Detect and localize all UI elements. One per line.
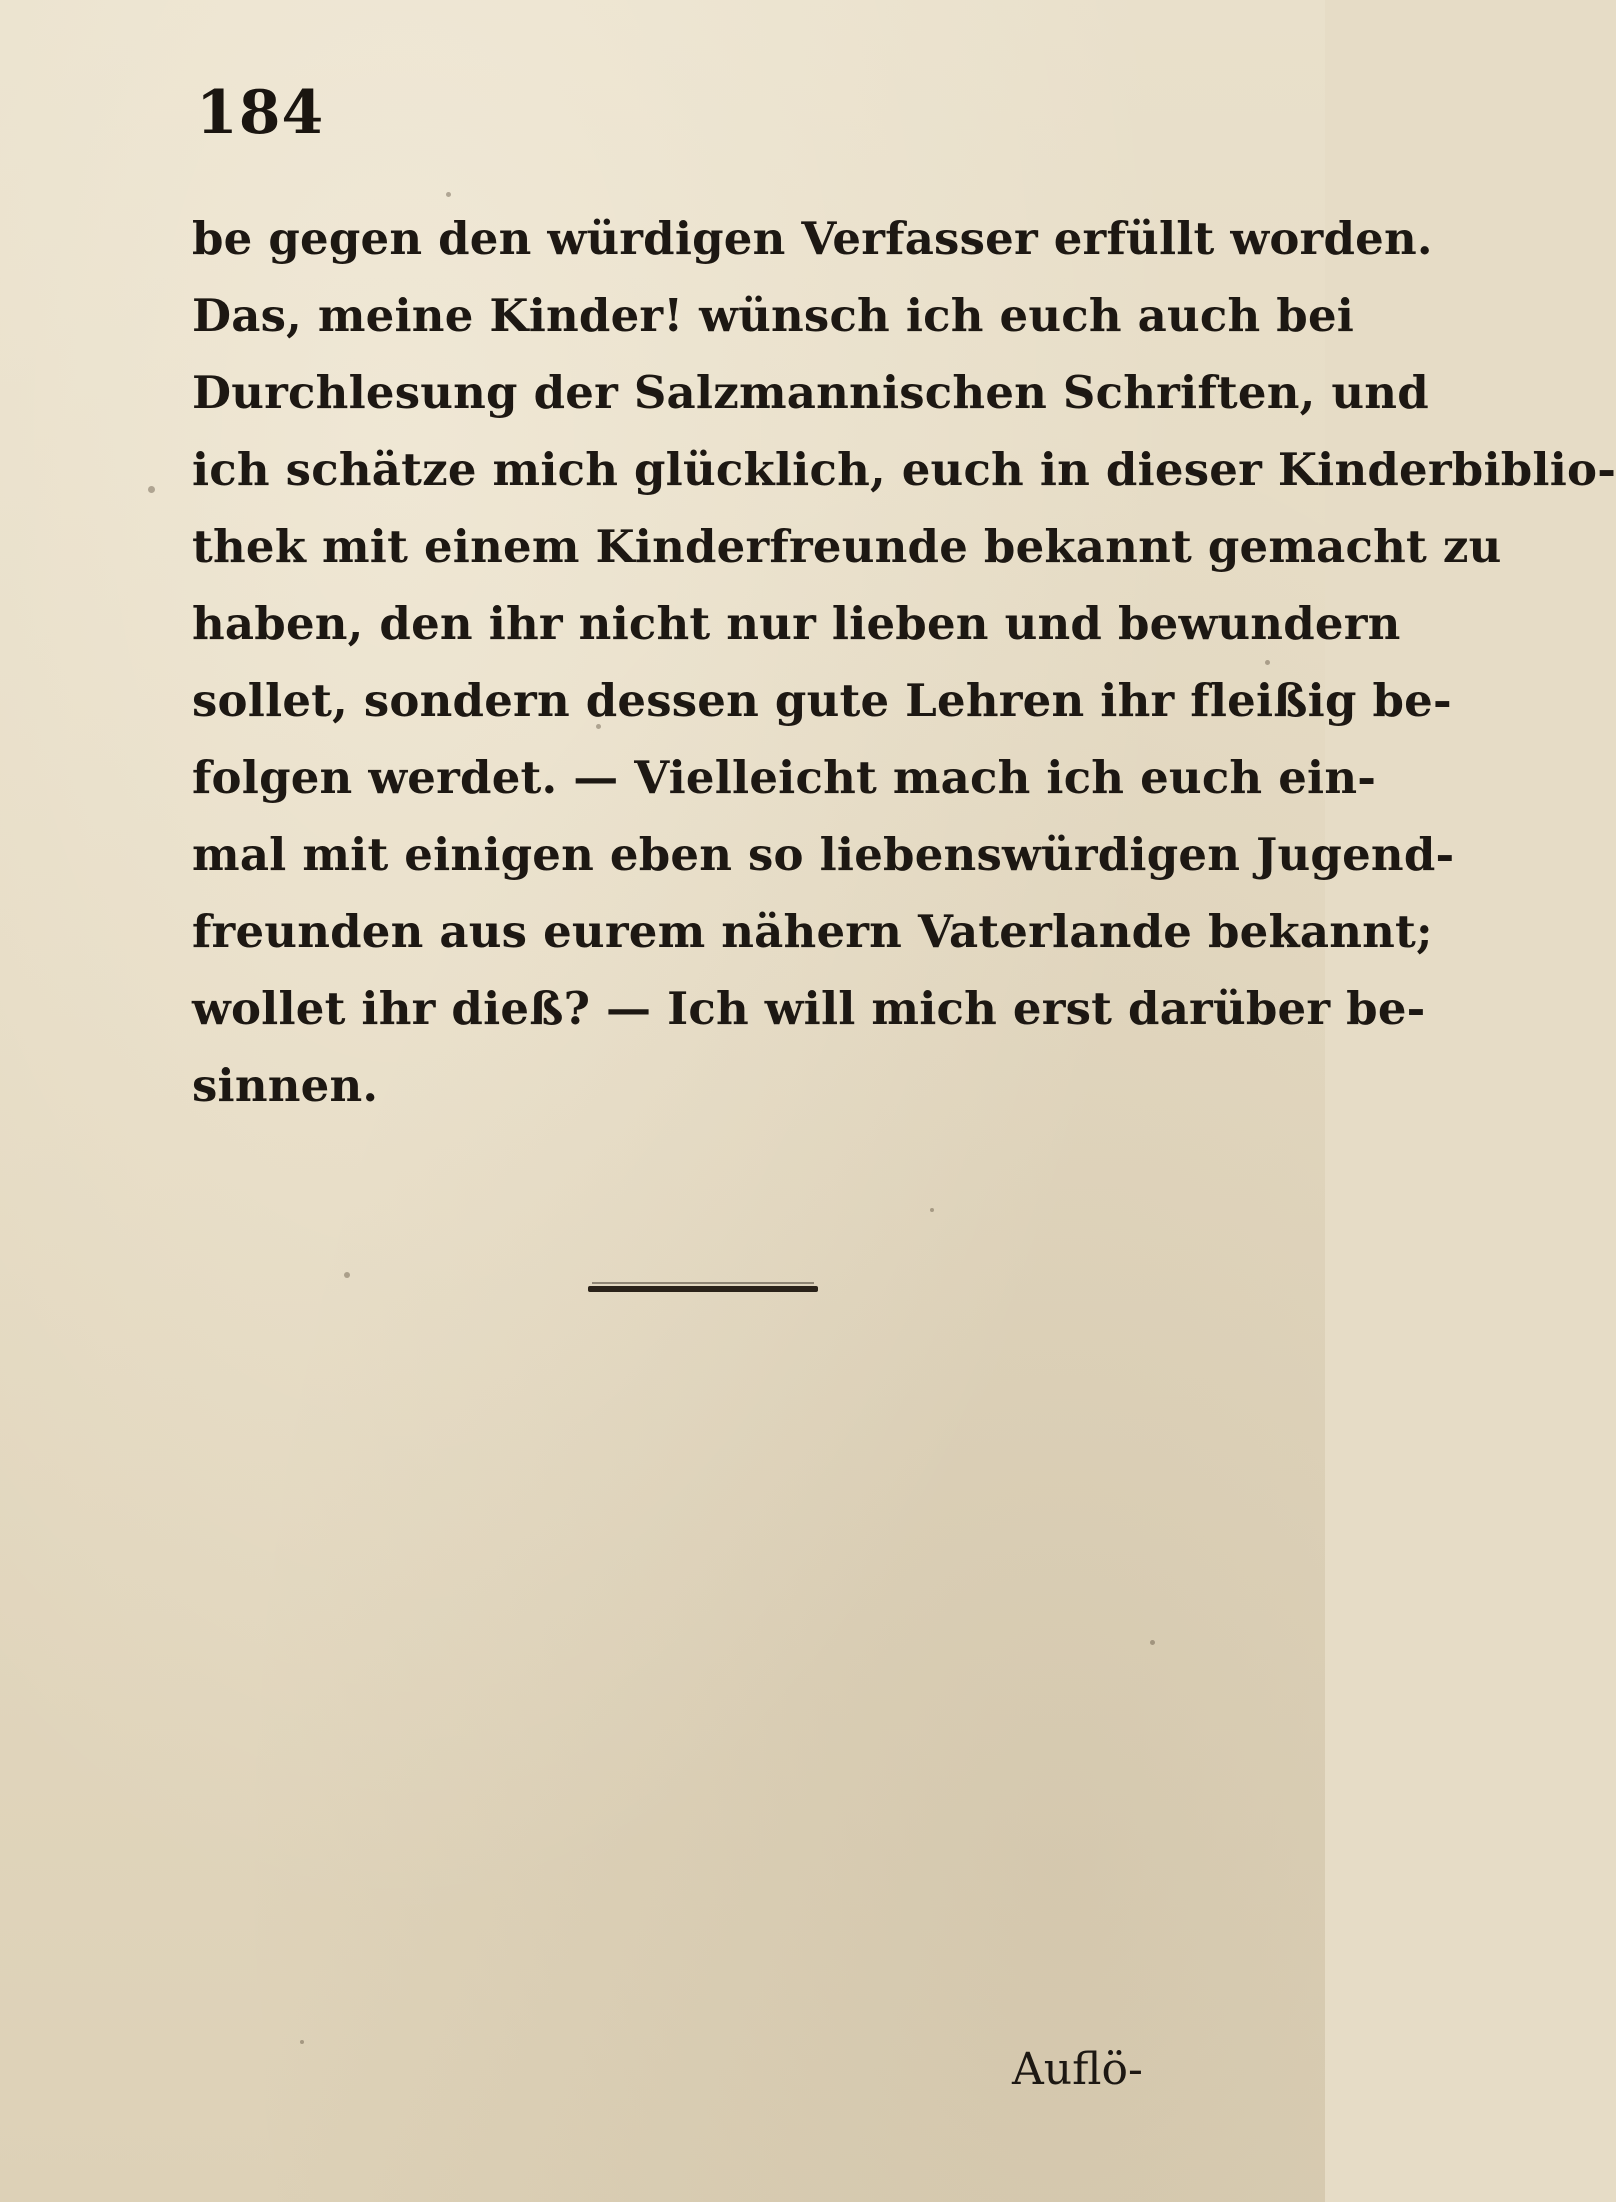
text-line-6: haben, den ihr nicht nur lieben und bewundern <box>192 597 1401 650</box>
text-line-12: sinnen. <box>192 1059 379 1112</box>
paper-speck <box>344 1272 350 1278</box>
body-text <box>192 200 1616 1124</box>
text-line-7: sollet, sondern dessen gute Lehren ihr fleißig be- <box>192 674 1452 727</box>
text-line-1: be gegen den würdigen Verfasser erfüllt worden. <box>192 212 1433 265</box>
paper-speck <box>930 1208 934 1212</box>
text-line-11: wollet ihr dieß? — Ich will mich erst darüber be- <box>192 982 1426 1035</box>
paper-speck <box>300 2040 304 2044</box>
text-line-3: Durchlesung der Salzmannischen Schriften, und <box>192 366 1429 419</box>
paper-speck <box>148 486 155 493</box>
text-line-10: freunden aus eurem nähern Vaterlande bekannt; <box>192 905 1433 958</box>
paper-speck <box>1265 660 1270 665</box>
page-number: 184 <box>196 78 325 148</box>
paper-speck <box>596 724 601 729</box>
section-divider-rule <box>588 1286 818 1292</box>
catchword: Auflö- <box>1012 2044 1143 2095</box>
text-line-4: ich schätze mich glücklich, euch in dieser Kinderbiblio- <box>192 443 1616 496</box>
paper-speck <box>1150 1640 1155 1645</box>
paper-speck <box>446 192 451 197</box>
text-line-5: thek mit einem Kinderfreunde bekannt gemacht zu <box>192 520 1502 573</box>
text-line-8: folgen werdet. — Vielleicht mach ich euch ein- <box>192 751 1377 804</box>
text-line-9: mal mit einigen eben so liebenswürdigen Jugend- <box>192 828 1455 881</box>
text-line-2: Das, meine Kinder! wünsch ich euch auch bei <box>192 289 1355 342</box>
